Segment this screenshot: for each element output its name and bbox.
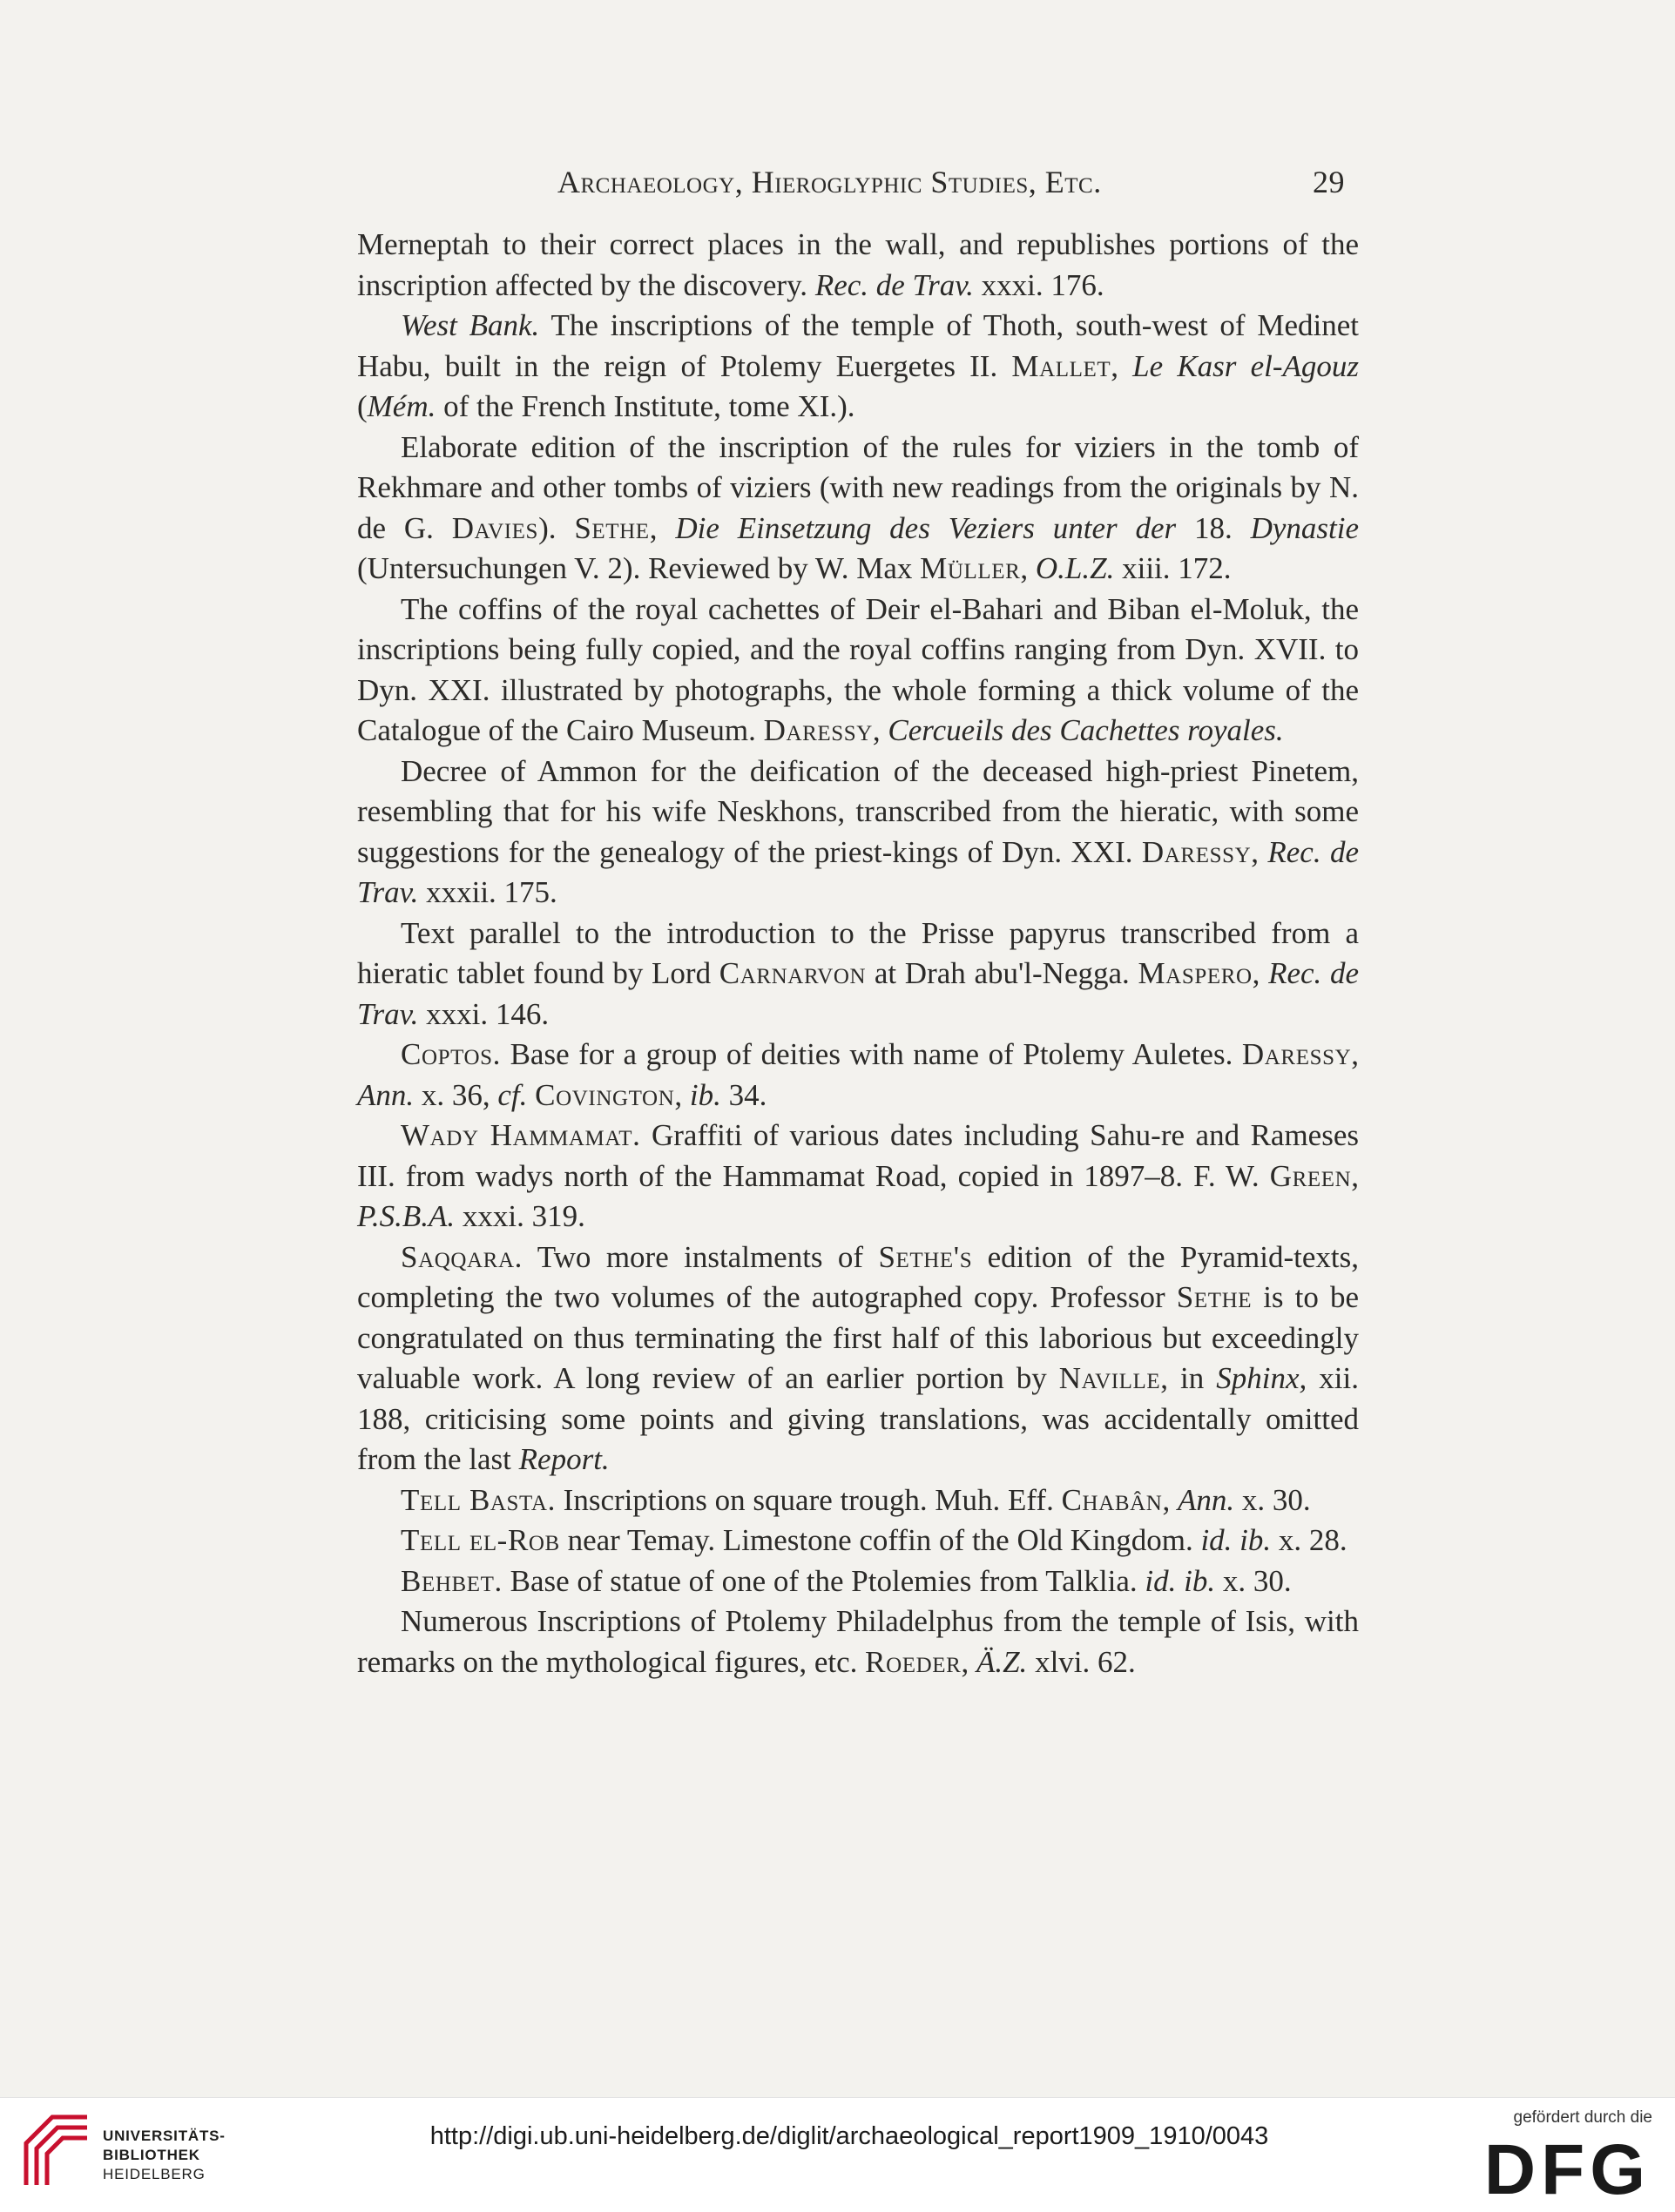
author-name: Roeder [865,1644,962,1679]
text-run: , [674,1077,690,1112]
text-run: of the French Institute, tome XI.). [436,389,855,423]
citation-italic: Ann. [1177,1482,1235,1517]
paragraph [357,752,1359,914]
text-run: (Untersuchungen V. 2). Reviewed by W. Max [357,551,921,585]
paragraph [357,428,1359,590]
author-name: Covington [535,1077,675,1112]
text-run: 18. [1176,510,1251,545]
library-logo[interactable] [17,2108,244,2192]
text-run: ( [357,389,368,423]
author-name: Carnarvon [719,956,867,990]
text-run: , [1351,1037,1359,1071]
text-run: x. 30. [1234,1482,1311,1517]
author-name: Tell el-Rob [401,1523,560,1557]
text-run: , [649,510,676,545]
text-run: xiii. 172. [1114,551,1232,585]
author-name: Daressy [763,713,873,747]
author-name: Mallet [1011,348,1111,383]
author-name: Green [1269,1158,1352,1193]
citation-italic: Rec. de Trav. [357,956,1359,1031]
text-run: Two more instalments of [522,1239,879,1274]
text-run: xlvi. 62. [1027,1644,1136,1679]
citation-italic: Report. [518,1442,610,1476]
text-run: ). [538,510,575,545]
citation-italic: Mém. [367,389,436,423]
running-header [523,157,1359,209]
paragraph [357,914,1359,1035]
text-run: x. 30. [1215,1563,1292,1598]
logo-line-2: BIBLIOTHEK [103,2147,200,2163]
text-run: near Temay. Limestone coffin of the Old Kingdom. [559,1523,1201,1557]
author-name: Saqqara. [401,1239,523,1274]
text-run: xxxi. 146. [418,996,550,1031]
funder-label: gefördert durch die [1513,2108,1652,2127]
text-run: Base of statue of one of the Ptolemies from Talklia. [502,1563,1145,1598]
text-run: at Drah abu'l-Negga. [866,956,1138,990]
text-run: , [1162,1482,1178,1517]
text-run: xxxi. 176. [973,267,1104,302]
citation-italic: West Bank. [401,308,540,342]
footer-bar [0,2097,1675,2212]
text-run: x. 28. [1271,1523,1347,1557]
text-run [527,1078,535,1112]
paragraph [357,1561,1359,1602]
text-run: xxxii. 175. [418,875,557,909]
citation-italic: Die Einsetzung des Veziers unter der [675,510,1177,545]
text-run: The coffins of the royal cachettes of Deir el-Bahari and Biban el-Moluk, the inscriptions being fully copied, and the royal coffins ranging from Dyn. XVII. to Dyn. XXI. illustrated by photographs, the whole forming a thick volume of the Catalogue of the Cairo Museum. [357,591,1359,747]
paragraph [357,1521,1359,1561]
page-number: 29 [1313,165,1345,199]
paragraph [357,590,1359,752]
text-run: Decree of Ammon for the deification of the deceased high-priest Pinetem, resembling that for his wife Neskhons, transcribed from the hieratic, with some suggestions for the genealogy of the priest-kings of Dyn. XXI. [357,753,1359,869]
citation-italic: ib. [689,1077,721,1112]
citation-italic: P.S.B.A. [357,1199,456,1233]
text-run: Base for a group of deities with name of Ptolemy Auletes. [501,1037,1242,1071]
citation-italic: cf. [497,1077,528,1112]
text-run: xii. 188, criticising some points and giving translations, was accidentally omitted from the last [357,1361,1359,1476]
author-name: Tell Basta. [401,1482,556,1517]
author-name: Davies [451,510,539,545]
paragraph [357,306,1359,428]
author-name: Daressy [1141,834,1252,869]
text-run: 34. [720,1077,767,1112]
text-run: , [1351,1158,1359,1193]
text-run: Inscriptions on square trough. Muh. Eff. [555,1482,1062,1517]
author-name: Sethe [574,510,650,545]
dfg-logo[interactable]: DFG [1483,2130,1651,2209]
paragraph [357,1238,1359,1480]
text-run: , [1111,348,1133,383]
text-run: The inscriptions of the temple of Thoth, south-west of Medinet Habu, built in the reign of Ptolemy Euergetes II. [357,308,1359,383]
body-text [357,225,1359,1683]
citation-italic: Cercueils des Cachettes royales. [888,713,1284,747]
citation-italic: Dynastie [1250,510,1360,545]
author-name: Müller [920,551,1021,585]
author-name: Coptos. [401,1037,502,1071]
paragraph [357,1116,1359,1238]
author-name: Sethe [1176,1280,1253,1314]
citation-italic: Ä.Z. [976,1644,1028,1679]
author-name: Daressy [1241,1037,1352,1071]
text-run: , [961,1644,976,1679]
text-run: , [872,713,888,747]
text-run: xxxi. 319. [455,1199,585,1233]
text-run: , [1251,834,1268,869]
logo-line-1: UNIVERSITÄTS- [103,2128,226,2144]
author-name: Behbet. [401,1563,503,1598]
citation-italic: Ann. [357,1077,415,1112]
text-run: x. 36, [414,1077,498,1112]
paragraph [357,1480,1359,1521]
author-name: Wady Hammamat. [401,1118,641,1152]
citation-italic: Rec. de Trav. [357,834,1360,909]
permalink-url[interactable]: http://digi.ub.uni-heidelberg.de/diglit/archaeological_report1909_1910/0043 [429,2122,1269,2150]
citation-italic: Sphinx, [1216,1361,1307,1395]
citation-italic: O.L.Z. [1035,551,1115,585]
author-name: Naville [1058,1361,1161,1395]
paragraph [357,1035,1359,1116]
text-run: Merneptah to their correct places in the wall, and republishes portions of the inscription affected by the discovery. [357,227,1359,302]
text-run: is to be congratulated on thus terminating the first half of this laborious but exceedingly valuable work. A long review of an earlier portion by [357,1280,1359,1395]
paragraph [357,225,1359,306]
text-run: , [1252,956,1269,990]
author-name: Maspero [1138,956,1253,990]
citation-italic: id. ib. [1200,1523,1272,1557]
citation-italic: id. ib. [1145,1563,1216,1598]
text-run: , in [1160,1361,1217,1395]
text-run: , [1020,551,1036,585]
text-run: Elaborate edition of the inscription of the rules for viziers in the tomb of Rekhmare and other tombs of viziers (with new readings from the originals by N. de G. [357,429,1359,545]
text-run: Text parallel to the introduction to the Prisse papyrus transcribed from a hieratic tablet found by Lord [357,915,1359,990]
text-run: edition of the Pyramid-texts, completing the two volumes of the autographed copy. Professor [357,1239,1359,1314]
logo-line-3: HEIDELBERG [103,2166,206,2182]
text-run: Graffiti of various dates including Sahu-re and Rameses III. from wadys north of the Hammamat Road, copied in 1897–8. F. W. [357,1118,1359,1193]
library-logo-icon [17,2108,96,2192]
citation-italic: Rec. de Trav. [814,267,974,302]
paragraph [357,1602,1359,1683]
header-title: Archaeology, Hieroglyphic Studies, Etc. [557,165,1102,199]
author-name: Sethe's [878,1239,973,1274]
text-run: Numerous Inscriptions of Ptolemy Philadelphus from the temple of Isis, with remarks on the mythological figures, etc. [357,1604,1359,1679]
citation-italic: Le Kasr el-Agouz [1132,348,1360,383]
funder-block [1459,2108,1659,2209]
author-name: Chabân [1061,1482,1163,1517]
